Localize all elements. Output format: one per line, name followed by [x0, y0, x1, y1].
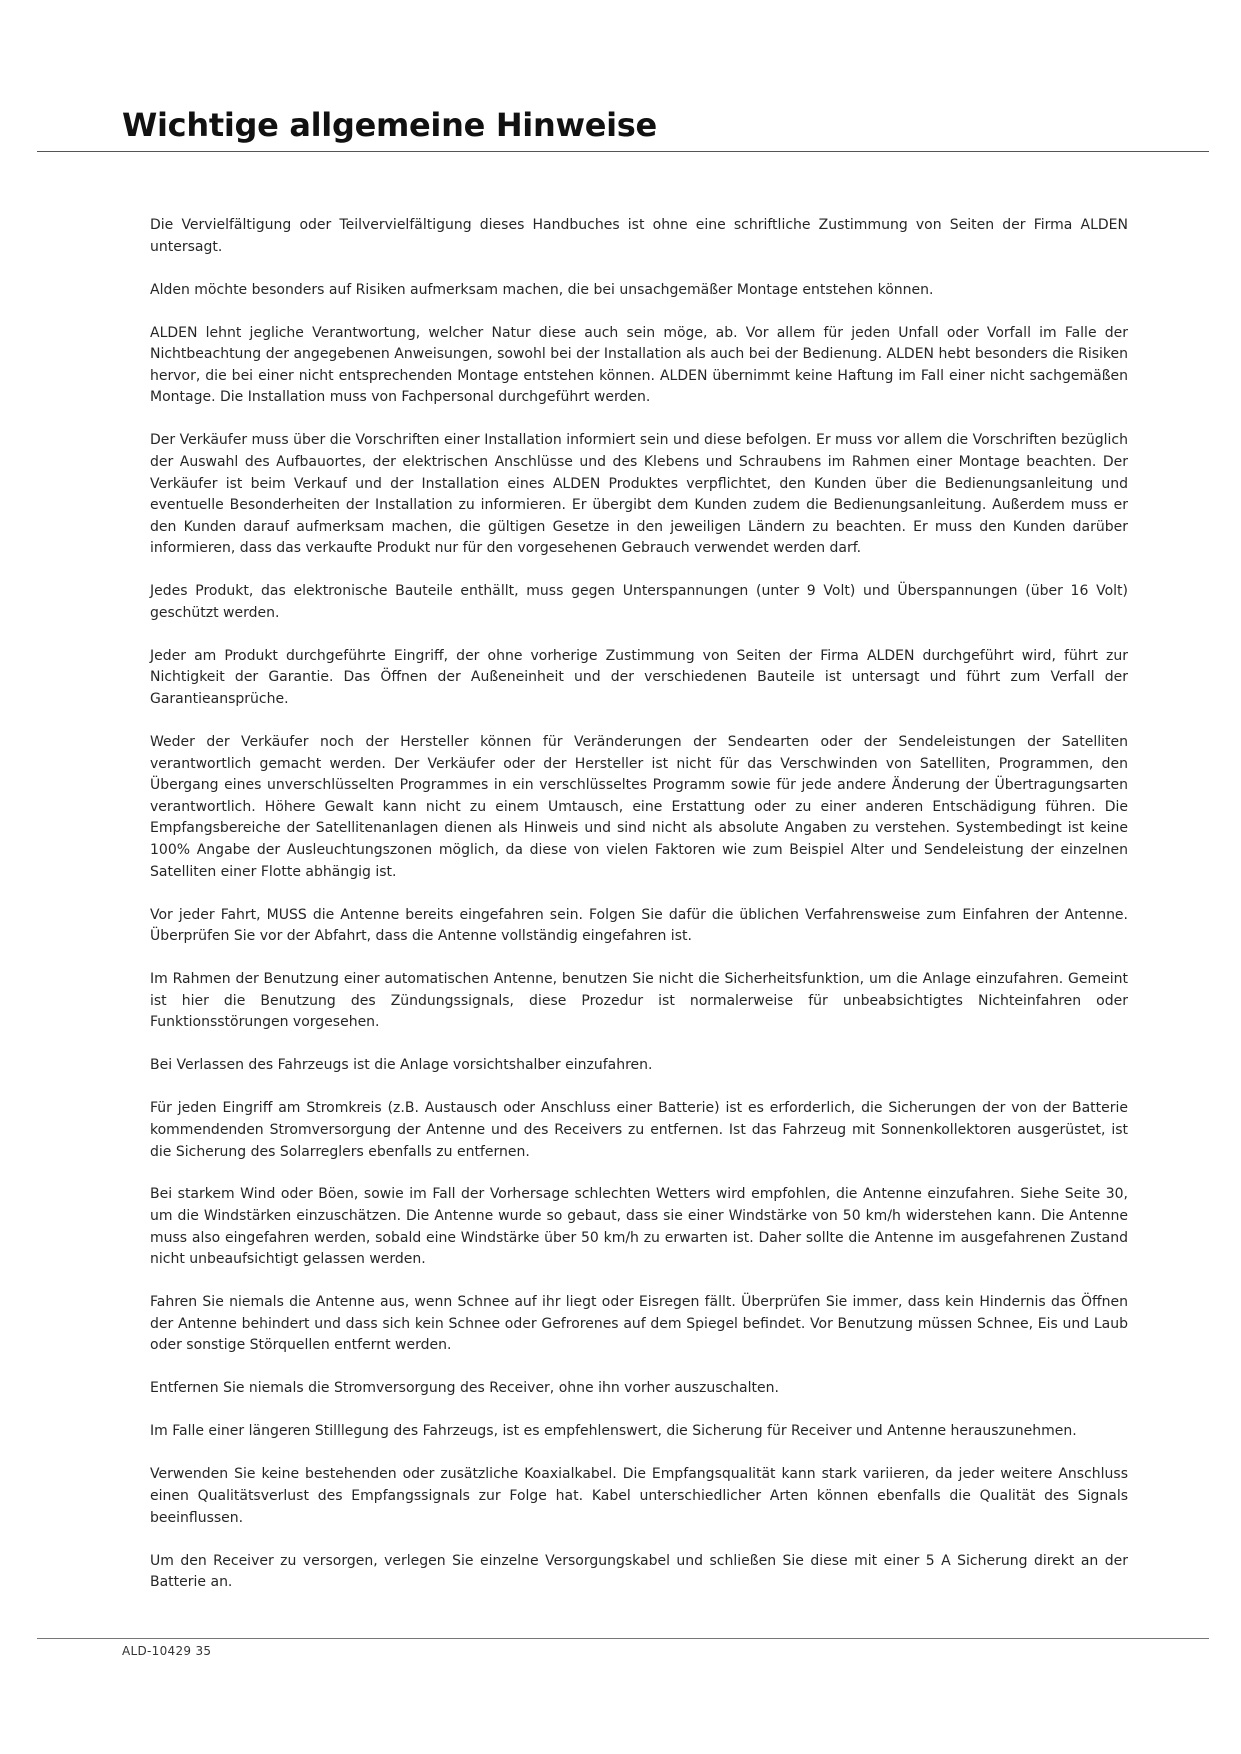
paragraph-electrical-work: Für jeden Eingriff am Stromkreis (z.B. Austausch oder Anschluss einer Batterie) ist es erforderlich, die Sicherungen der von der Batterie kommendenden Stromversorgung der Antenne und des Receivers zu entfernen. Ist das Fahrzeug mit Sonnenkollektoren ausgerüstet, ist die Sicherung des Solarreglers ebenfalls zu entfernen. [150, 1100, 1128, 1160]
paragraph-seller-duties: Der Verkäufer muss über die Vorschriften einer Installation informiert sein und diese befolgen. Er muss vor allem die Vorschriften bezüglich der Auswahl des Aufbauortes, der elektrischen Anschlüsse und des Klebens und Schraubens im Rahmen einer Montage beachten. Der Verkäufer ist beim Verkauf und der Installation eines ALDEN Produktes verpflichtet, den Kunden über die Bedienungsanleitung und eventuelle Besonderheiten der Installation zu informieren. Er übergibt dem Kunden zudem die Bedienungsanleitung. Außerdem muss er den Kunden darauf aufmerksam machen, die gültigen Gesetze in den jeweiligen Ländern zu beachten. Er muss den Kunden darüber informieren, dass das verkaufte Produkt nur für den vorgesehenen Gebrauch verwendet werden darf. [150, 432, 1128, 557]
paragraph-copyright: Die Vervielfältigung oder Teilvervielfältigung dieses Handbuches ist ohne eine schriftliche Zustimmung von Seiten der Firma ALDEN untersagt. [150, 217, 1128, 255]
paragraph-before-driving: Vor jeder Fahrt, MUSS die Antenne bereits eingefahren sein. Folgen Sie dafür die üblichen Verfahrensweise zum Einfahren der Antenne. Überprüfen Sie vor der Abfahrt, dass die Antenne vollständig eingefahren ist. [150, 906, 1128, 945]
document-body [150, 215, 1128, 1615]
paragraph-storage: Im Falle einer längeren Stilllegung des Fahrzeugs, ist es empfehlenswert, die Sicherung für Receiver und Antenne herauszunehmen. [150, 1423, 1077, 1440]
paragraph-snow-ice: Fahren Sie niemals die Antenne aus, wenn Schnee auf ihr liegt oder Eisregen fällt. Überprüfen Sie immer, dass kein Hindernis das Öffnen der Antenne behindert und dass sich kein Schnee oder Gefrorenes auf dem Spiegel befindet. Vor Benutzung müssen Schnee, Eis und Laub oder sonstige Störquellen entfernt werden. [150, 1294, 1128, 1354]
page-title: Wichtige allgemeine Hinweise [122, 106, 657, 144]
paragraph-automatic-antenna: Im Rahmen der Benutzung einer automatischen Antenne, benutzen Sie nicht die Sicherheitsfunktion, um die Anlage einzufahren. Gemeint ist hier die Benutzung des Zündungssignals, diese Prozedur ist normalerweise für unbeabsichtigtes Nichteinfahren oder Funktionsstörungen vorgesehen. [150, 971, 1128, 1031]
header-divider [37, 151, 1209, 152]
footer-divider [37, 1638, 1209, 1639]
paragraph-satellite-changes: Weder der Verkäufer noch der Hersteller können für Veränderungen der Sendearten oder der Sendeleistungen der Satelliten verantwortlich gemacht werden. Der Verkäufer oder der Hersteller ist nicht für das Verschwinden von Satelliten, Programmen, den Übergang eines unverschlüsselten Programmes in ein verschlüsseltes Programm sowie für jede andere Änderung der Übertragungsarten verantwortlich. Höhere Gewalt kann nicht zu einem Umtausch, eine Erstattung oder zu einer anderen Entschädigung führen. Die Empfangsbereiche der Satellitenanlagen dienen als Hinweis und sind nicht als absolute Angaben zu verstehen. Systembedingt ist keine 100% Angabe der Ausleuchtungszonen möglich, da diese von vielen Faktoren wie zum Beispiel Alter und Sendeleistung der einzelnen Satelliten einer Flotte abhängig ist. [150, 734, 1128, 880]
paragraph-warranty: Jeder am Produkt durchgeführte Eingriff, der ohne vorherige Zustimmung von Seiten der Firma ALDEN durchgeführt wird, führt zur Nichtigkeit der Garantie. Das Öffnen der Außeneinheit und der verschiedenen Bauteile ist untersagt und führt zum Verfall der Garantieansprüche. [150, 647, 1128, 708]
paragraph-receiver-power: Um den Receiver zu versorgen, verlegen Sie einzelne Versorgungskabel und schließen Sie diese mit einer 5 A Sicherung direkt an der Batterie an. [150, 1552, 1128, 1591]
paragraph-wind: Bei starkem Wind oder Böen, sowie im Fall der Vorhersage schlechten Wetters wird empfohlen, die Antenne einzufahren. Siehe Seite 30, um die Windstärken einzuschätzen. Die Antenne wurde so gebaut, dass sie einer Windstärke von 50 km/h widerstehen kann. Die Antenne muss also eingefahren werden, sobald eine Windstärke über 50 km/h zu erwarten ist. Daher sollte die Antenne im ausgefahrenen Zustand nicht unbeaufsichtigt gelassen werden. [150, 1186, 1128, 1268]
paragraph-risk-notice: Alden möchte besonders auf Risiken aufmerksam machen, die bei unsachgemäßer Montage entstehen können. [150, 281, 934, 298]
footer-doc-reference: ALD-10429 35 [122, 1644, 212, 1658]
paragraph-voltage-protection: Jedes Produkt, das elektronische Bauteile enthällt, muss gegen Unterspannungen (unter 9 Volt) und Überspannungen (über 16 Volt) geschützt werden. [150, 583, 1128, 621]
paragraph-liability: ALDEN lehnt jegliche Verantwortung, welcher Natur diese auch sein möge, ab. Vor allem für jeden Unfall oder Vorfall im Falle der Nichtbeachtung der angegebenen Anweisungen, sowohl bei der Installation als auch bei der Bedienung. ALDEN hebt besonders die Risiken hervor, die bei einer nicht entsprechenden Montage entstehen können. ALDEN übernimmt keine Haftung im Fall einer nicht sachgemäßen Montage. Die Installation muss von Fachpersonal durchgeführt werden. [150, 324, 1128, 406]
paragraph-power-off: Entfernen Sie niemals die Stromversorgung des Receiver, ohne ihn vorher auszuschalten. [150, 1380, 779, 1397]
paragraph-leaving-vehicle: Bei Verlassen des Fahrzeugs ist die Anlage vorsichtshalber einzufahren. [150, 1057, 653, 1074]
paragraph-coax-cables: Verwenden Sie keine bestehenden oder zusätzliche Koaxialkabel. Die Empfangsqualität kann stark variieren, da jeder weitere Anschluss einen Qualitätsverlust des Empfangssignals zur Folge hat. Kabel unterschiedlicher Arten können ebenfalls die Qualität des Signals beeinflussen. [150, 1466, 1128, 1526]
